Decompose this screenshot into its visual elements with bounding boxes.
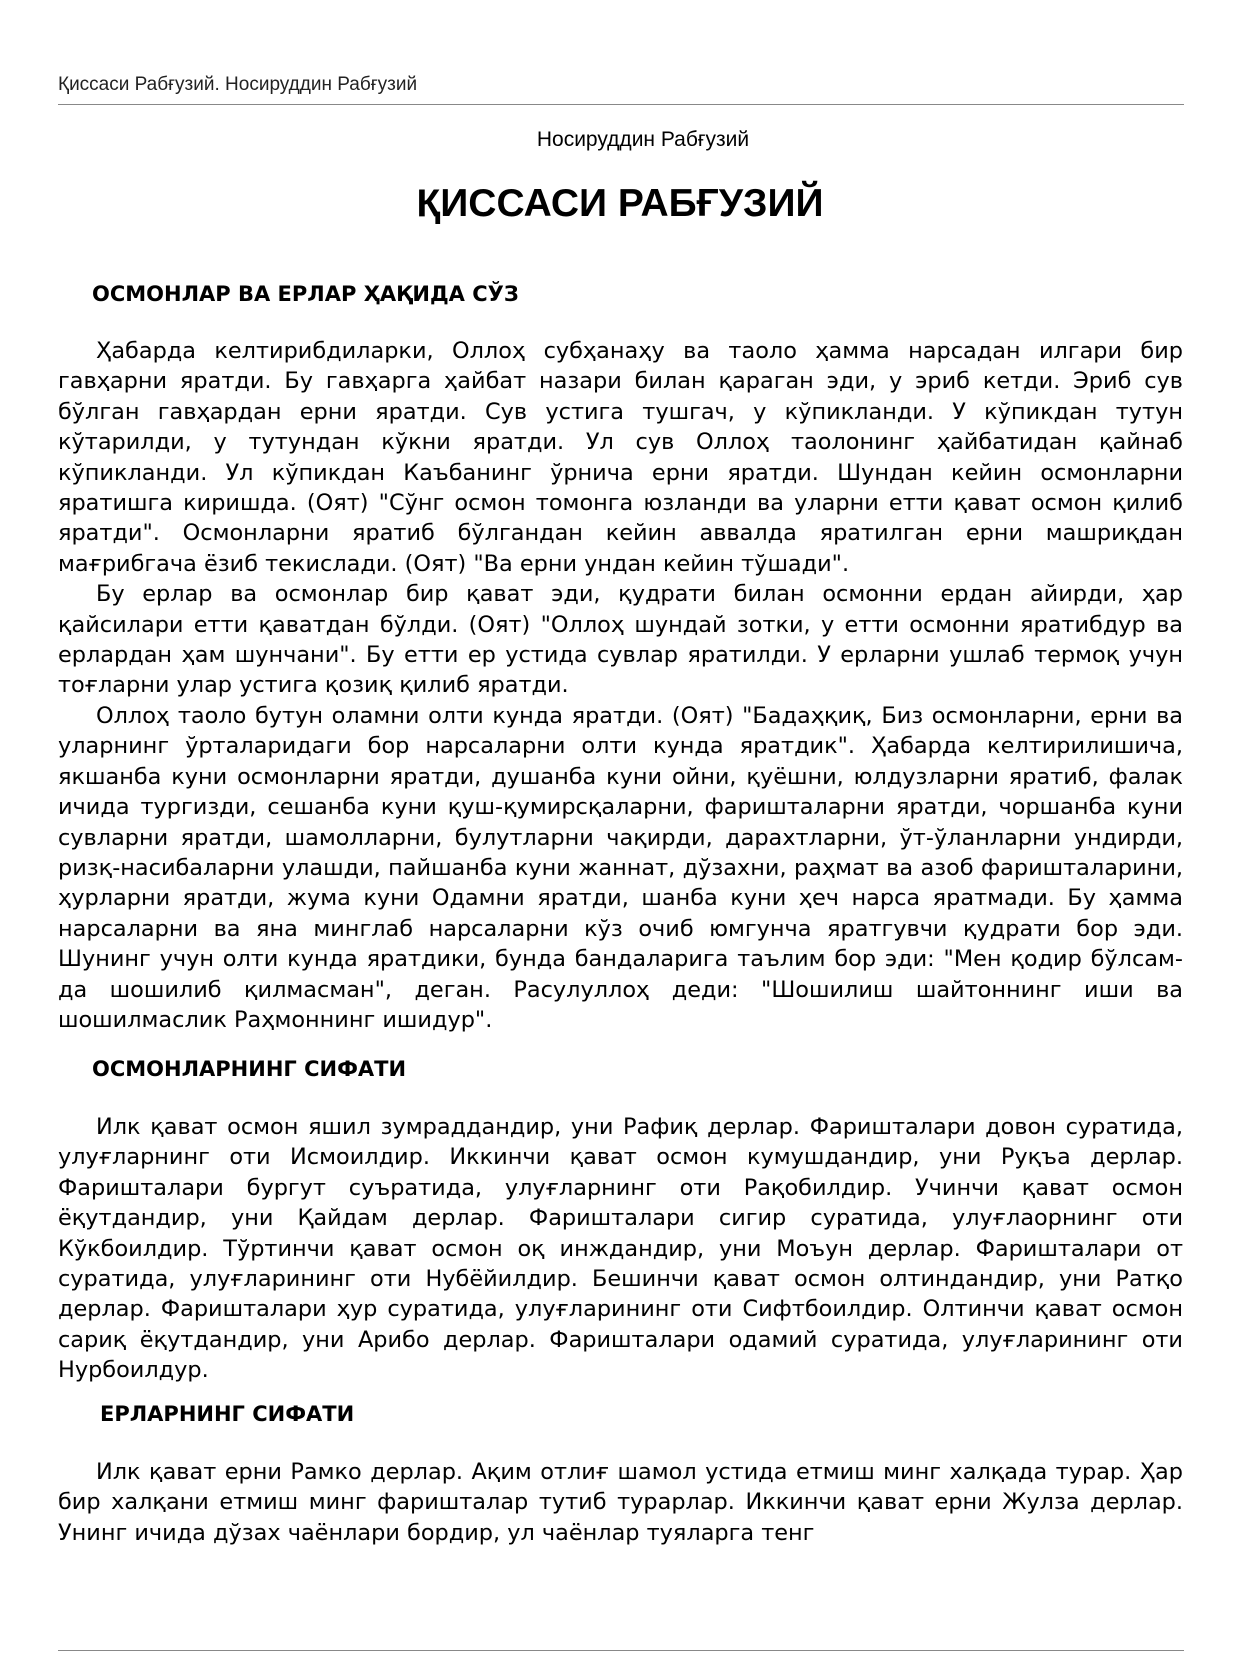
- paragraph: Ҳабарда келтирибдиларки, Оллоҳ субҳанаҳу ва таоло ҳамма нарсадан илгари бир гавҳарни яратди. Бу гавҳарга ҳайбат назари билан қараган эди, у эриб кетди. Эриб сув бўлган гавҳардан ерни яратди. Сув устига тушгач, у кўпикланди. У кўпикдан тутун кўтарилди, у тутундан кўкни яратди. Ул сув Оллоҳ таолонинг ҳайбатидан қайнаб кўпикланди. Ул кўпикдан Каъбанинг ўрнича ерни яратди. Шундан кейин осмонларни яратишга киришда. (Оят) "Сўнг осмон томонга юзланди ва уларни етти қават осмон қилиб яратди". Осмонларни яратиб бўлгандан кейин аввалда яратилган ерни машриқдан мағрибгача ёзиб текислади. (Оят) "Ва ерни ундан кейин тўшади".: [58, 338, 1183, 577]
- section-heading: ОСМОНЛАРНИНГ СИФАТИ: [92, 1057, 407, 1081]
- section-body: [58, 336, 1183, 1035]
- paragraph: Оллоҳ таоло бутун оламни олти кунда яратди. (Оят) "Бадаҳқиқ, Биз осмонларни, ерни ва уларнинг ўрталаридаги бор нарсаларни олти кунда яратдик". Ҳабарда келтирилишича, якшанба куни осмонларни яратди, душанба куни ойни, қуёшни, юлдузларни яратиб, фалак ичида тургизди, сешанба куни қуш-қумирсқаларни, фаришталарни яратди, чоршанба куни сувларни яратди, шамолларни, булутларни чақирди, дарахтларни, ўт-ўланларни ундирди, ризқ-насибаларни улашди, пайшанба куни жаннат, дўзахни, раҳмат ва азоб фаришталарини, ҳурларни яратди, жума куни Одамни яратди, шанба куни ҳеч нарса яратмади. Бу ҳамма нарсаларни ва яна минглаб нарсаларни кўз очиб юмгунча яратгувчи қудрати бор эди. Шунинг учун олти кунда яратдики, бунда бандаларига таълим бор эди: "Мен қодир бўлсам-да шошилиб қилмасман", деган. Расулуллоҳ деди: "Шошилиш шайтоннинг иши ва шошилмаслик Раҳмоннинг ишидур".: [58, 702, 1183, 1033]
- section-body: [58, 1112, 1183, 1386]
- book-title: ҚИССАСИ РАБҒУЗИЙ: [416, 182, 824, 225]
- section-heading: ЕРЛАРНИНГ СИФАТИ: [100, 1402, 355, 1426]
- paragraph: Илк қават ерни Рамко дерлар. Ақим отлиғ шамол устида етмиш минг халқада турар. Ҳар бир халқани етмиш минг фаришталар тутиб турарлар. Иккинчи қават ерни Жулза дерлар. Унинг ичида дўзах чаёнлари бордир, ул чаёнлар туяларга тенг: [58, 1459, 1183, 1546]
- footer-rule: [58, 1650, 1184, 1651]
- paragraph: Илк қават осмон яшил зумраддандир, уни Рафиқ дерлар. Фаришталари довон суратида, улуғларнинг оти Исмоилдир. Иккинчи қават осмон кумушдандир, уни Руқъа дерлар. Фаришталари бургут суъратида, улуғларнинг оти Рақобилдир. Учинчи қават осмон ёқутдандир, уни Қайдам дерлар. Фаришталари сигир суратида, улуғлаорнинг оти Кўкбоилдир. Тўртинчи қават осмон оқ инждандир, уни Моъун дерлар. Фаришталари от суратида, улуғларининг оти Нубёйилдир. Бешинчи қават осмон олтиндандир, уни Ратқо дерлар. Фаришталари ҳур суратида, улуғларининг оти Сифтбоилдир. Олтинчи қават осмон сариқ ёқутдандир, уни Арибо дерлар. Фаришталари одамий суратида, улуғларининг оти Нурбоилдур.: [58, 1114, 1183, 1384]
- book-author: Носируддин Рабғузий: [536, 128, 750, 151]
- section-body: [58, 1457, 1183, 1548]
- paragraph: Бу ерлар ва осмонлар бир қават эди, қудрати билан осмонни ердан айирди, ҳар қайсилари етти қаватдан бўлди. (Оят) "Оллоҳ шундай зотки, у етти осмонни яратибдур ва ерлардан ҳам шунчани". Бу етти ер устида сувлар яратилди. У ерларни ушлаб термоқ учун тоғларни улар устига қозиқ қилиб яратди.: [58, 581, 1183, 699]
- section-heading: ОСМОНЛАР ВА ЕРЛАР ҲАҚИДА СЎЗ: [92, 282, 519, 306]
- running-header: Қиссаси Рабғузий. Носируддин Рабғузий: [58, 74, 418, 95]
- header-rule: [58, 104, 1184, 105]
